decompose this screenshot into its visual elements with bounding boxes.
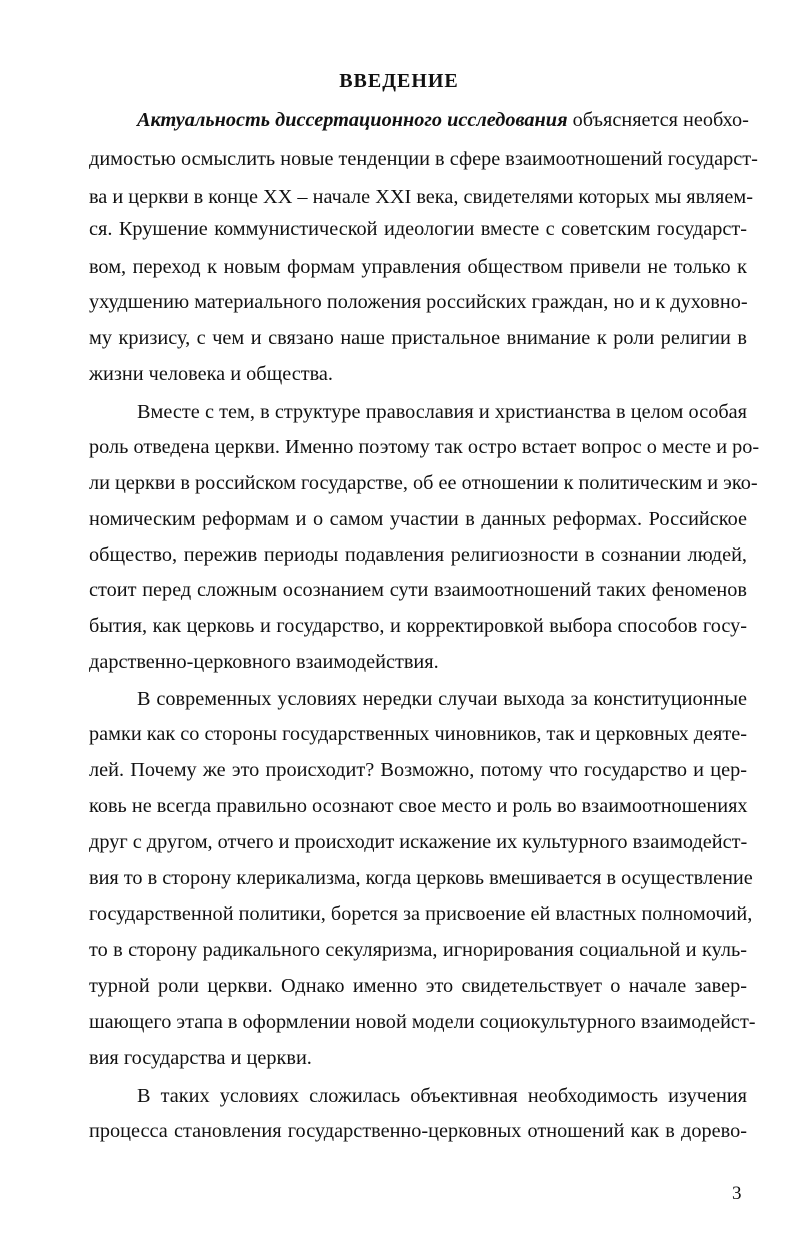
paragraph-3-line-4: ковь не всегда правильно осознают свое место и роль во взаимоотношениях bbox=[89, 795, 748, 817]
emphasis-text: Актуальность диссертационного исследования bbox=[137, 109, 568, 131]
paragraph-1-line-2: димостью осмыслить новые тенденции в сфере взаимоотношений государст- bbox=[89, 148, 758, 170]
lead-rest-text: объясняется необхо- bbox=[567, 109, 749, 131]
paragraph-3-line-11: вия государства и церкви. bbox=[89, 1047, 312, 1069]
paragraph-1-line-8: жизни человека и общества. bbox=[89, 363, 333, 385]
page-number: 3 bbox=[732, 1183, 742, 1204]
paragraph-2-line-7: бытия, как церковь и государство, и корректировкой выбора способов госу- bbox=[89, 615, 747, 637]
page-heading: ВВЕДЕНИЕ bbox=[339, 70, 459, 92]
paragraph-3-line-7: государственной политики, борется за присвоение ей властных полномочий, bbox=[89, 903, 753, 925]
paragraph-1-line-1 bbox=[137, 107, 747, 133]
paragraph-1-line-3: ва и церкви в конце XX – начале XXI века, свидетелями которых мы являем- bbox=[89, 186, 753, 208]
paragraph-2-line-3: ли церкви в российском государстве, об ее отношении к политическим и эко- bbox=[89, 472, 758, 494]
paragraph-2-line-1: Вместе с тем, в структуре православия и христианства в целом особая bbox=[137, 401, 747, 423]
paragraph-3-line-1: В современных условиях нередки случаи выхода за конституционные bbox=[137, 688, 747, 710]
paragraph-3-line-6: вия то в сторону клерикализма, когда церковь вмешивается в осуществление bbox=[89, 867, 753, 889]
paragraph-1-line-5: вом, переход к новым формам управления обществом привели не только к bbox=[89, 256, 747, 278]
paragraph-3-line-5: друг с другом, отчего и происходит искажение их культурного взаимодейст- bbox=[89, 831, 748, 853]
paragraph-2-line-6: стоит перед сложным осознанием сути взаимоотношений таких феноменов bbox=[89, 579, 747, 601]
paragraph-3-line-2: рамки как со стороны государственных чиновников, так и церковных деяте- bbox=[89, 723, 747, 745]
paragraph-3-line-9: турной роли церкви. Однако именно это свидетельствует о начале завер- bbox=[89, 975, 747, 997]
paragraph-2-line-8: дарственно-церковного взаимодействия. bbox=[89, 651, 439, 673]
paragraph-2-line-4: номическим реформам и о самом участии в данных реформах. Российское bbox=[89, 508, 747, 530]
paragraph-3-line-8: то в сторону радикального секуляризма, игнорирования социальной и куль- bbox=[89, 939, 747, 961]
paragraph-4-line-1: В таких условиях сложилась объективная необходимость изучения bbox=[137, 1085, 747, 1107]
paragraph-3-line-3: лей. Почему же это происходит? Возможно, потому что государство и цер- bbox=[89, 759, 747, 781]
paragraph-4-line-2: процесса становления государственно-церковных отношений как в дорево- bbox=[89, 1120, 747, 1142]
paragraph-2-line-5: общество, пережив периоды подавления религиозности в сознании людей, bbox=[89, 544, 747, 566]
paragraph-3-line-10: шающего этапа в оформлении новой модели социокультурного взаимодейст- bbox=[89, 1011, 756, 1033]
paragraph-1-line-6: ухудшению материального положения российских граждан, но и к духовно- bbox=[89, 291, 748, 313]
paragraph-1-line-4: ся. Крушение коммунистической идеологии вместе с советским государст- bbox=[89, 218, 747, 240]
paragraph-2-line-2: роль отведена церкви. Именно поэтому так остро встает вопрос о месте и ро- bbox=[89, 436, 760, 458]
paragraph-1-line-7: му кризису, с чем и связано наше пристальное внимание к роли религии в bbox=[89, 327, 747, 349]
